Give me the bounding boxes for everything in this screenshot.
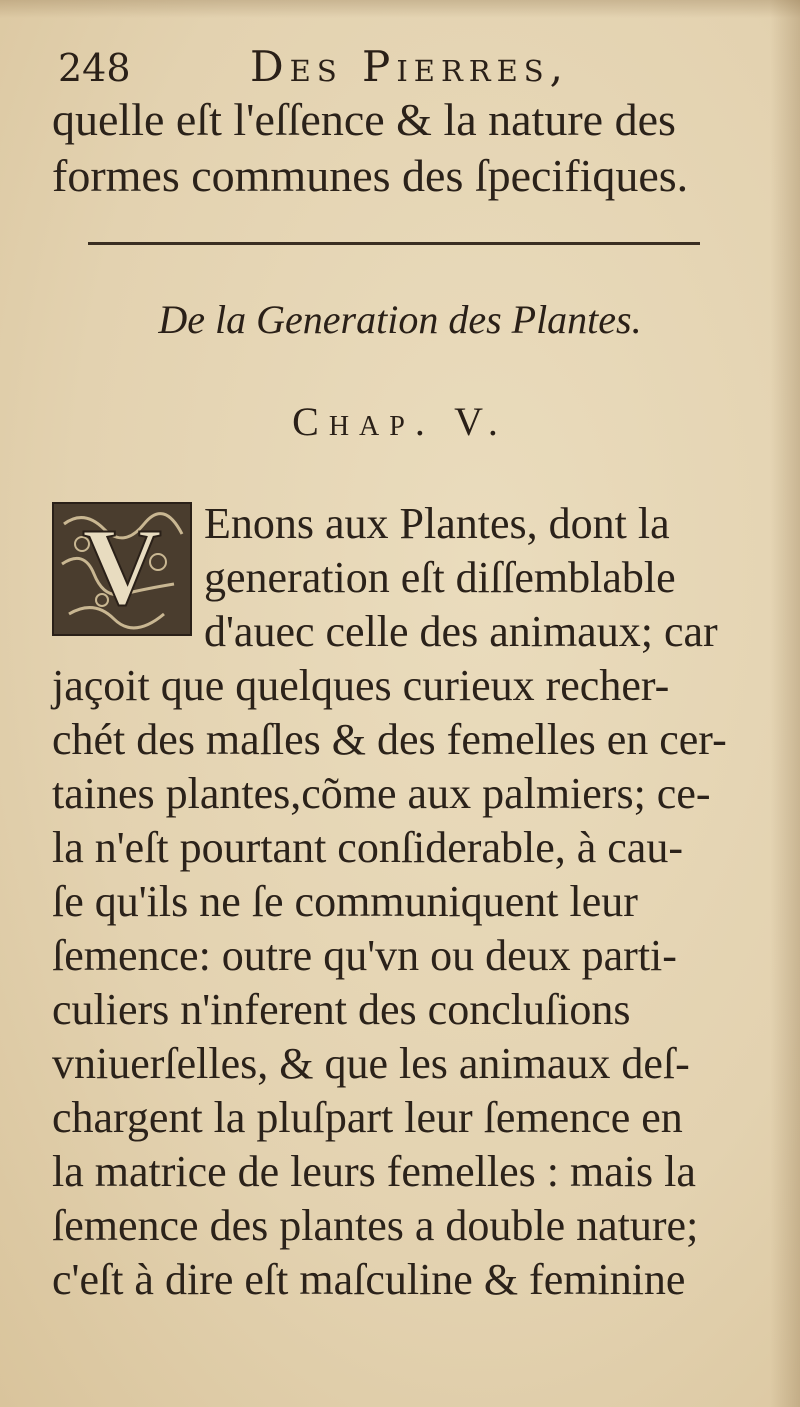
paragraph-line-7: la n'eſt pourtant conſiderable, à cau-	[52, 823, 683, 872]
running-head: Des Pierres,	[250, 42, 570, 91]
svg-text:V: V	[82, 506, 162, 628]
paragraph-line-13: la matrice de leurs femelles : mais la	[52, 1147, 696, 1196]
page-edge-shadow-right	[770, 0, 800, 1407]
section-title: De la Generation des Plantes.	[158, 297, 642, 342]
paragraph-line-15: c'eſt à dire eſt maſculine & feminine	[52, 1255, 686, 1304]
decorated-initial-letter	[52, 502, 192, 636]
paragraph-line-2: generation eſt diſſemblable	[204, 553, 676, 602]
floral-ornament-icon	[54, 504, 190, 634]
section-divider-rule	[88, 242, 700, 245]
paragraph-line-14: ſemence des plantes a double nature;	[52, 1201, 699, 1250]
paragraph-line-12: chargent la pluſpart leur ſemence en	[52, 1093, 683, 1142]
paragraph-line-1: Enons aux Plantes, dont la	[204, 499, 670, 548]
chapter-heading: Chap. V.	[292, 399, 508, 444]
paragraph-line-10: culiers n'inferent des concluſions	[52, 985, 631, 1034]
paragraph-line-4: jaçoit que quelques curieux recher-	[52, 661, 670, 710]
paragraph-line-6: taines plantes,cõme aux palmiers; ce-	[52, 769, 711, 818]
carryover-line-1: quelle eſt l'eſſence & la nature des	[52, 94, 676, 145]
paragraph-line-5: chét des maſles & des femelles en cer-	[52, 715, 727, 764]
page-edge-shadow-top	[0, 0, 800, 18]
carryover-line-2: formes communes des ſpecifiques.	[52, 150, 689, 201]
paragraph-line-8: ſe qu'ils ne ſe communiquent leur	[52, 877, 638, 926]
paragraph-line-9: ſemence: outre qu'vn ou deux parti-	[52, 931, 677, 980]
paragraph-line-11: vniuerſelles, & que les animaux deſ-	[52, 1039, 690, 1088]
paragraph-line-3: d'auec celle des animaux; car	[204, 607, 718, 656]
page-header	[58, 38, 708, 94]
page-number: 248	[58, 46, 131, 90]
